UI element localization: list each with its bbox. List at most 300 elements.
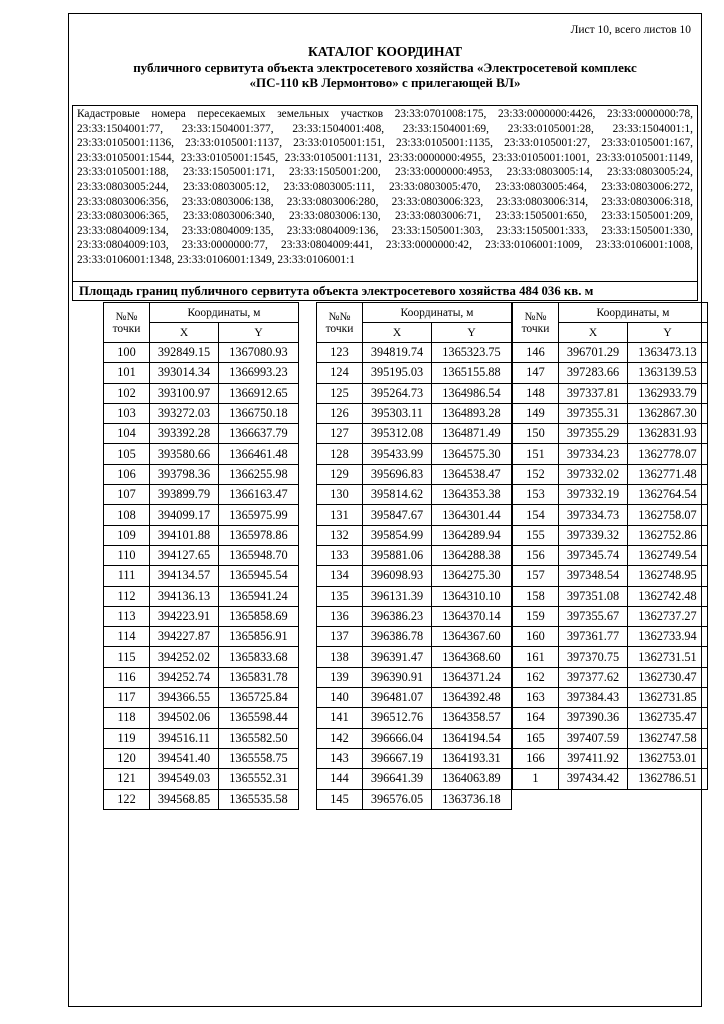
y-coordinate-cell: 1364893.28 [432, 403, 512, 423]
point-number-cell: 165 [513, 728, 559, 748]
y-coordinate-cell: 1364371.24 [432, 667, 512, 687]
point-number-cell: 147 [513, 363, 559, 383]
y-coordinate-cell: 1362731.51 [628, 647, 708, 667]
point-number-cell: 113 [104, 606, 150, 626]
table-row [317, 464, 512, 484]
x-coordinate-cell: 394549.03 [150, 769, 219, 789]
point-number-cell: 116 [104, 667, 150, 687]
x-coordinate-cell: 395195.03 [363, 363, 432, 383]
table-row [104, 403, 299, 423]
point-number-cell: 145 [317, 789, 363, 809]
x-coordinate-cell: 393100.97 [150, 383, 219, 403]
x-coordinate-cell: 395312.08 [363, 424, 432, 444]
x-coordinate-cell: 396481.07 [363, 688, 432, 708]
y-coordinate-cell: 1366912.65 [219, 383, 299, 403]
point-number-cell: 137 [317, 627, 363, 647]
y-coordinate-cell: 1362742.48 [628, 586, 708, 606]
table-row [104, 444, 299, 464]
point-number-header-line1: №№ [524, 310, 547, 323]
point-number-header-line2: точки [521, 322, 550, 335]
point-number-cell: 161 [513, 647, 559, 667]
table-row [513, 748, 708, 768]
table-row [104, 769, 299, 789]
y-coordinate-cell: 1365856.91 [219, 627, 299, 647]
x-coordinate-cell: 397337.81 [559, 383, 628, 403]
x-coordinate-cell: 397283.66 [559, 363, 628, 383]
y-coordinate-cell: 1364353.38 [432, 485, 512, 505]
document-subtitle-line1: публичного сервитута объекта электросетевого хозяйства «Электросетевой комплекс [133, 60, 637, 75]
document-subtitle-line2: «ПС-110 кВ Лермонтово» с прилегающей ВЛ» [249, 75, 521, 90]
point-number-cell: 132 [317, 525, 363, 545]
table-row [317, 403, 512, 423]
x-coordinate-cell: 395814.62 [363, 485, 432, 505]
point-number-cell: 152 [513, 464, 559, 484]
x-coordinate-cell: 394099.17 [150, 505, 219, 525]
x-coordinate-cell: 394101.88 [150, 525, 219, 545]
x-coordinate-cell: 396131.39 [363, 586, 432, 606]
point-number-cell: 139 [317, 667, 363, 687]
point-number-cell: 102 [104, 383, 150, 403]
sheet-number: Лист 10, всего листов 10 [570, 24, 691, 36]
table-row [104, 424, 299, 444]
x-coordinate-cell: 397384.43 [559, 688, 628, 708]
y-coordinate-cell: 1365535.58 [219, 789, 299, 809]
y-coordinate-cell: 1366750.18 [219, 403, 299, 423]
y-coordinate-cell: 1362764.54 [628, 485, 708, 505]
table-row [513, 566, 708, 586]
point-number-cell: 110 [104, 545, 150, 565]
table-row [317, 728, 512, 748]
y-coordinate-cell: 1362733.94 [628, 627, 708, 647]
x-coordinate-cell: 395303.11 [363, 403, 432, 423]
y-coordinate-cell: 1364288.38 [432, 545, 512, 565]
table-header-row [317, 303, 512, 323]
point-number-cell: 118 [104, 708, 150, 728]
table-row [513, 606, 708, 626]
y-coordinate-cell: 1364063.89 [432, 769, 512, 789]
point-number-cell: 101 [104, 363, 150, 383]
table-row [317, 424, 512, 444]
x-coordinate-cell: 396390.91 [363, 667, 432, 687]
table-row [317, 485, 512, 505]
table-row [513, 647, 708, 667]
table-row [513, 728, 708, 748]
point-number-cell: 105 [104, 444, 150, 464]
table-row [317, 525, 512, 545]
y-coordinate-cell: 1365948.70 [219, 545, 299, 565]
x-header: X [363, 323, 432, 343]
x-coordinate-cell: 396512.76 [363, 708, 432, 728]
y-coordinate-cell: 1366255.98 [219, 464, 299, 484]
point-number-cell: 144 [317, 769, 363, 789]
table-row [317, 586, 512, 606]
y-coordinate-cell: 1365725.84 [219, 688, 299, 708]
point-number-cell: 107 [104, 485, 150, 505]
table-row [104, 606, 299, 626]
x-coordinate-cell: 394252.02 [150, 647, 219, 667]
document-title: КАТАЛОГ КООРДИНАТ [307, 44, 463, 59]
table-row [104, 586, 299, 606]
y-coordinate-cell: 1365323.75 [432, 343, 512, 363]
point-number-header-line1: №№ [115, 310, 138, 323]
x-coordinate-cell: 395881.06 [363, 545, 432, 565]
x-coordinate-cell: 397339.32 [559, 525, 628, 545]
point-number-cell: 142 [317, 728, 363, 748]
table-row [513, 708, 708, 728]
table-row [104, 627, 299, 647]
point-number-cell: 146 [513, 343, 559, 363]
table-row [317, 789, 512, 809]
point-number-header [513, 303, 559, 343]
table-row [513, 667, 708, 687]
y-coordinate-cell: 1362731.85 [628, 688, 708, 708]
point-number-cell: 100 [104, 343, 150, 363]
point-number-header [317, 303, 363, 343]
y-coordinate-cell: 1362747.58 [628, 728, 708, 748]
point-number-cell: 155 [513, 525, 559, 545]
table-row [513, 464, 708, 484]
y-coordinate-cell: 1364986.54 [432, 383, 512, 403]
y-coordinate-cell: 1364301.44 [432, 505, 512, 525]
x-coordinate-cell: 394136.13 [150, 586, 219, 606]
x-coordinate-cell: 396576.05 [363, 789, 432, 809]
point-number-cell: 141 [317, 708, 363, 728]
table-row [104, 647, 299, 667]
table-row [104, 485, 299, 505]
point-number-cell: 130 [317, 485, 363, 505]
table-row [317, 505, 512, 525]
table-row [513, 343, 708, 363]
y-coordinate-cell: 1364575.30 [432, 444, 512, 464]
table-row [513, 505, 708, 525]
table-row [317, 545, 512, 565]
x-coordinate-cell: 397370.75 [559, 647, 628, 667]
x-coordinate-cell: 393014.34 [150, 363, 219, 383]
x-coordinate-cell: 396666.04 [363, 728, 432, 748]
table-row [317, 708, 512, 728]
coordinate-table-1 [103, 302, 299, 810]
point-number-cell: 1 [513, 769, 559, 789]
y-coordinate-cell: 1363139.53 [628, 363, 708, 383]
point-number-header-line2: точки [325, 322, 354, 335]
x-coordinate-cell: 397351.08 [559, 586, 628, 606]
y-coordinate-cell: 1363736.18 [432, 789, 512, 809]
x-header: X [559, 323, 628, 343]
y-coordinate-cell: 1362831.93 [628, 424, 708, 444]
x-coordinate-cell: 393798.36 [150, 464, 219, 484]
table-row [317, 748, 512, 768]
table-row [513, 363, 708, 383]
y-coordinate-cell: 1365833.68 [219, 647, 299, 667]
point-number-cell: 114 [104, 627, 150, 647]
y-coordinate-cell: 1362752.86 [628, 525, 708, 545]
x-coordinate-cell: 396386.78 [363, 627, 432, 647]
table-row [317, 627, 512, 647]
point-number-cell: 106 [104, 464, 150, 484]
point-number-cell: 156 [513, 545, 559, 565]
point-number-cell: 108 [104, 505, 150, 525]
point-number-cell: 128 [317, 444, 363, 464]
y-coordinate-cell: 1362933.79 [628, 383, 708, 403]
table-row [513, 769, 708, 789]
point-number-cell: 120 [104, 748, 150, 768]
point-number-cell: 160 [513, 627, 559, 647]
table-row [104, 363, 299, 383]
x-coordinate-cell: 395264.73 [363, 383, 432, 403]
y-coordinate-cell: 1366637.79 [219, 424, 299, 444]
table-row [104, 525, 299, 545]
point-number-cell: 136 [317, 606, 363, 626]
table-row [104, 667, 299, 687]
table-row [513, 383, 708, 403]
table-row [104, 464, 299, 484]
point-number-cell: 135 [317, 586, 363, 606]
point-number-cell: 149 [513, 403, 559, 423]
y-coordinate-cell: 1365978.86 [219, 525, 299, 545]
table-row [513, 688, 708, 708]
coordinates-header: Координаты, м [150, 303, 299, 323]
x-coordinate-cell: 397390.36 [559, 708, 628, 728]
x-coordinate-cell: 397332.19 [559, 485, 628, 505]
x-coordinate-cell: 394366.55 [150, 688, 219, 708]
table-row [317, 667, 512, 687]
point-number-cell: 104 [104, 424, 150, 444]
x-coordinate-cell: 396641.39 [363, 769, 432, 789]
y-coordinate-cell: 1364289.94 [432, 525, 512, 545]
point-number-cell: 159 [513, 606, 559, 626]
table-row [513, 545, 708, 565]
y-coordinate-cell: 1365558.75 [219, 748, 299, 768]
point-number-cell: 112 [104, 586, 150, 606]
point-number-cell: 138 [317, 647, 363, 667]
x-coordinate-cell: 397361.77 [559, 627, 628, 647]
point-number-cell: 150 [513, 424, 559, 444]
point-number-cell: 143 [317, 748, 363, 768]
x-coordinate-cell: 396391.47 [363, 647, 432, 667]
table-row [317, 343, 512, 363]
y-coordinate-cell: 1364193.31 [432, 748, 512, 768]
x-coordinate-cell: 393899.79 [150, 485, 219, 505]
table-row [104, 688, 299, 708]
x-coordinate-cell: 397407.59 [559, 728, 628, 748]
x-coordinate-cell: 397355.29 [559, 424, 628, 444]
table-row [513, 485, 708, 505]
y-coordinate-cell: 1364367.60 [432, 627, 512, 647]
table-row [513, 627, 708, 647]
point-number-cell: 140 [317, 688, 363, 708]
y-coordinate-cell: 1363473.13 [628, 343, 708, 363]
point-number-cell: 129 [317, 464, 363, 484]
point-number-cell: 162 [513, 667, 559, 687]
point-number-cell: 163 [513, 688, 559, 708]
point-number-cell: 151 [513, 444, 559, 464]
table-row [104, 708, 299, 728]
x-coordinate-cell: 397332.02 [559, 464, 628, 484]
y-coordinate-cell: 1362748.95 [628, 566, 708, 586]
x-coordinate-cell: 397355.31 [559, 403, 628, 423]
cadastral-numbers-block: Кадастровые номера пересекаемых земельных участков 23:33:0701008:175, 23:33:0000000:4426, 23:33:0000000:78, 23:33:1504001:77, 23:33:1504001:377, 23:33:1504001:408, 23:33:1504001:69, 23:33:0105001:28, 23:33:1504001:1, 23:33:0105001:1136, 23:33:0105001:1137, 23:33:0105001:151, 23:33:0105001:1135, 23:33:0105001:27, 23:33:0105001:167, 23:33:0105001:1544, 23:33:0105001:1545, 23:33:0105001:1131, 23:33:0000000:4955, 23:33:0105001:1001, 23:33:0105001:1149, 23:33:0105001:188, 23:33:1505001:171, 23:33:1505001:200, 23:33:0000000:4953, 23:33:0803005:14, 23:33:0803005:24, 23:33:0803005:244, 23:33:0803005:12, 23:33:0803005:111, 23:33:0803005:470, 23:33:0803005:464, 23:33:0803006:272, 23:33:0803006:356, 23:33:0803006:138, 23:33:0803006:280, 23:33:0803006:323, 23:33:0803006:314, 23:33:0803006:318, 23:33:0803006:365, 23:33:0803006:340, 23:33:0803006:130, 23:33:0803006:71, 23:33:1505001:650, 23:33:1505001:209, 23:33:0804009:134, 23:33:0804009:135, 23:33:0804009:136, 23:33:1505001:303, 23:33:1505001:333, 23:33:1505001:330, 23:33:0804009:103, 23:33:0000000:77, 23:33:0804009:441, 23:33:0000000:42, 23:33:0106001:1009, 23:33:0106001:1008, 23:33:0106001:1348, 23:33:0106001:1349, 23:33:0106001:1 [72, 105, 698, 282]
point-number-cell: 154 [513, 505, 559, 525]
x-coordinate-cell: 396701.29 [559, 343, 628, 363]
servitude-area: Площадь границ публичного сервитута объекта электросетевого хозяйства 484 036 кв. м [72, 282, 698, 301]
x-coordinate-cell: 394516.11 [150, 728, 219, 748]
y-coordinate-cell: 1362867.30 [628, 403, 708, 423]
table-row [317, 566, 512, 586]
point-number-cell: 126 [317, 403, 363, 423]
x-coordinate-cell: 395854.99 [363, 525, 432, 545]
x-coordinate-cell: 394227.87 [150, 627, 219, 647]
y-coordinate-cell: 1366461.48 [219, 444, 299, 464]
point-number-cell: 166 [513, 748, 559, 768]
point-number-cell: 125 [317, 383, 363, 403]
point-number-cell: 133 [317, 545, 363, 565]
x-coordinate-cell: 394134.57 [150, 566, 219, 586]
point-number-cell: 121 [104, 769, 150, 789]
x-coordinate-cell: 396098.93 [363, 566, 432, 586]
y-header: Y [219, 323, 299, 343]
y-coordinate-cell: 1364538.47 [432, 464, 512, 484]
x-coordinate-cell: 397355.67 [559, 606, 628, 626]
y-coordinate-cell: 1364392.48 [432, 688, 512, 708]
x-coordinate-cell: 397348.54 [559, 566, 628, 586]
table-row [104, 789, 299, 809]
table-row [104, 383, 299, 403]
point-number-cell: 109 [104, 525, 150, 545]
y-coordinate-cell: 1365155.88 [432, 363, 512, 383]
y-coordinate-cell: 1362771.48 [628, 464, 708, 484]
x-coordinate-cell: 395433.99 [363, 444, 432, 464]
point-number-cell: 119 [104, 728, 150, 748]
table-header-row [513, 303, 708, 323]
x-coordinate-cell: 397334.23 [559, 444, 628, 464]
y-coordinate-cell: 1365975.99 [219, 505, 299, 525]
y-coordinate-cell: 1365941.24 [219, 586, 299, 606]
coordinate-table-2 [316, 302, 512, 810]
table-row [104, 748, 299, 768]
point-number-cell: 131 [317, 505, 363, 525]
table-row [317, 444, 512, 464]
table-header-row [104, 303, 299, 323]
x-coordinate-cell: 395696.83 [363, 464, 432, 484]
point-number-cell: 153 [513, 485, 559, 505]
x-coordinate-cell: 393272.03 [150, 403, 219, 423]
y-coordinate-cell: 1362730.47 [628, 667, 708, 687]
y-header: Y [628, 323, 708, 343]
table-row [317, 383, 512, 403]
y-coordinate-cell: 1365582.50 [219, 728, 299, 748]
point-number-cell: 111 [104, 566, 150, 586]
y-coordinate-cell: 1364194.54 [432, 728, 512, 748]
y-coordinate-cell: 1364368.60 [432, 647, 512, 667]
x-coordinate-cell: 397345.74 [559, 545, 628, 565]
point-number-header [104, 303, 150, 343]
point-number-cell: 124 [317, 363, 363, 383]
y-coordinate-cell: 1362786.51 [628, 769, 708, 789]
table-row [104, 566, 299, 586]
y-coordinate-cell: 1364871.49 [432, 424, 512, 444]
point-number-cell: 115 [104, 647, 150, 667]
y-coordinate-cell: 1362778.07 [628, 444, 708, 464]
table-row [317, 606, 512, 626]
x-coordinate-cell: 397434.42 [559, 769, 628, 789]
point-number-cell: 164 [513, 708, 559, 728]
table-row [317, 363, 512, 383]
table-row [104, 343, 299, 363]
point-number-header-line1: №№ [328, 310, 351, 323]
table-row [513, 424, 708, 444]
y-coordinate-cell: 1366993.23 [219, 363, 299, 383]
point-number-cell: 157 [513, 566, 559, 586]
y-coordinate-cell: 1364370.14 [432, 606, 512, 626]
y-coordinate-cell: 1362753.01 [628, 748, 708, 768]
table-row [317, 769, 512, 789]
y-coordinate-cell: 1365858.69 [219, 606, 299, 626]
x-coordinate-cell: 394819.74 [363, 343, 432, 363]
coordinates-header: Координаты, м [559, 303, 708, 323]
x-coordinate-cell: 397377.62 [559, 667, 628, 687]
y-coordinate-cell: 1364310.10 [432, 586, 512, 606]
point-number-cell: 122 [104, 789, 150, 809]
x-coordinate-cell: 394252.74 [150, 667, 219, 687]
coordinate-table-3 [512, 302, 708, 790]
table-row [104, 505, 299, 525]
y-coordinate-cell: 1364358.57 [432, 708, 512, 728]
y-coordinate-cell: 1362758.07 [628, 505, 708, 525]
table-row [513, 403, 708, 423]
y-header: Y [432, 323, 512, 343]
table-row [317, 688, 512, 708]
y-coordinate-cell: 1366163.47 [219, 485, 299, 505]
table-row [104, 545, 299, 565]
x-coordinate-cell: 394502.06 [150, 708, 219, 728]
y-coordinate-cell: 1365598.44 [219, 708, 299, 728]
point-number-header-line2: точки [112, 322, 141, 335]
x-coordinate-cell: 397411.92 [559, 748, 628, 768]
x-coordinate-cell: 394568.85 [150, 789, 219, 809]
point-number-cell: 158 [513, 586, 559, 606]
point-number-cell: 134 [317, 566, 363, 586]
point-number-cell: 127 [317, 424, 363, 444]
x-coordinate-cell: 397334.73 [559, 505, 628, 525]
y-coordinate-cell: 1362737.27 [628, 606, 708, 626]
point-number-cell: 123 [317, 343, 363, 363]
y-coordinate-cell: 1367080.93 [219, 343, 299, 363]
point-number-cell: 103 [104, 403, 150, 423]
point-number-cell: 148 [513, 383, 559, 403]
x-coordinate-cell: 396386.23 [363, 606, 432, 626]
table-row [513, 525, 708, 545]
table-row [104, 728, 299, 748]
table-row [513, 444, 708, 464]
coordinates-header: Координаты, м [363, 303, 512, 323]
y-coordinate-cell: 1365552.31 [219, 769, 299, 789]
y-coordinate-cell: 1364275.30 [432, 566, 512, 586]
table-row [513, 586, 708, 606]
x-coordinate-cell: 396667.19 [363, 748, 432, 768]
x-coordinate-cell: 392849.15 [150, 343, 219, 363]
x-coordinate-cell: 393392.28 [150, 424, 219, 444]
point-number-cell: 117 [104, 688, 150, 708]
y-coordinate-cell: 1362735.47 [628, 708, 708, 728]
x-coordinate-cell: 394541.40 [150, 748, 219, 768]
x-coordinate-cell: 393580.66 [150, 444, 219, 464]
y-coordinate-cell: 1365945.54 [219, 566, 299, 586]
y-coordinate-cell: 1362749.54 [628, 545, 708, 565]
x-header: X [150, 323, 219, 343]
y-coordinate-cell: 1365831.78 [219, 667, 299, 687]
table-row [317, 647, 512, 667]
x-coordinate-cell: 395847.67 [363, 505, 432, 525]
